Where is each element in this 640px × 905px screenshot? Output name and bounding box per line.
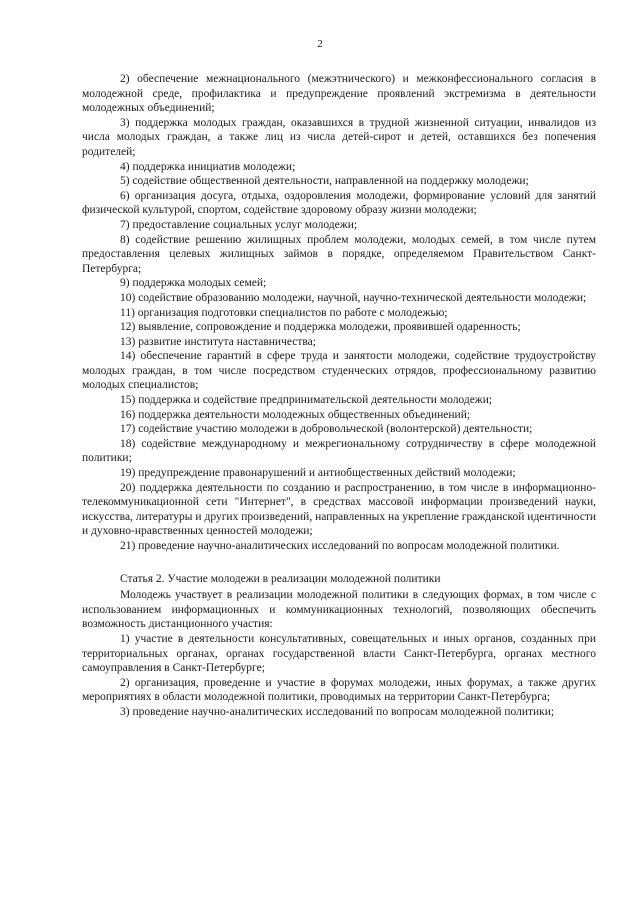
document-body — [82, 72, 596, 720]
list-item: 21) проведение научно-аналитических исследований по вопросам молодежной политики. — [120, 540, 560, 552]
page-number: 2 — [317, 38, 323, 50]
list-item: 4) поддержка инициатив молодежи; — [120, 160, 296, 173]
list-item: 11) организация подготовки специалистов по работе с молодежью; — [120, 306, 448, 319]
list-item: 2) организация, проведение и участие в форумах молодежи, иных форумах, а также других мероприятиях в области молодежной политики, проводимых на территории Санкт-Петербурга; — [82, 676, 596, 704]
list-item: 16) поддержка деятельности молодежных общественных объединений; — [120, 408, 471, 421]
list-item: 20) поддержка деятельности по созданию и распространению, в том числе в информационно-телекоммуникационной сети "Интернет", в средствах массовой информации произведений науки, искусства, литературы и других произведений, направленных на укрепление гражданской идентичности и духовно-нравственных ценностей молодежи; — [82, 481, 596, 538]
list-item: 1) участие в деятельности консультативных, совещательных и иных органов, созданных при территориальных органах, органах государственной власти Санкт-Петербурга, органах местного самоуправления в Санкт-Петербурге; — [82, 632, 596, 675]
list-item: 17) содействие участию молодежи в добровольческой (волонтерской) деятельности; — [120, 423, 533, 436]
list-item: 13) развитие института наставничества; — [120, 335, 316, 348]
list-item: 12) выявление, сопровождение и поддержка молодежи, проявившей одаренность; — [120, 321, 521, 334]
list-item: 3) проведение научно-аналитических исследований по вопросам молодежной политики; — [120, 705, 555, 718]
list-item: 5) содействие общественной деятельности, направленной на поддержку молодежи; — [120, 175, 529, 188]
list-item: 15) поддержка и содействие предпринимательской деятельности молодежи; — [120, 394, 493, 407]
list-item: 14) обеспечение гарантий в сфере труда и занятости молодежи, содействие трудоустройству молодых граждан, в том числе посредством студенческих отрядов, профессиональному развитию молодых специалистов; — [82, 350, 596, 392]
list-item: 3) поддержка молодых граждан, оказавшихся в трудной жизненной ситуации, инвалидов из числа молодых граждан, а также лиц из числа детей-сирот и детей, оставшихся без попечения родителей; — [82, 116, 596, 158]
article-intro: Молодежь участвует в реализации молодежной политики в следующих формах, в том числе с использованием информационных и коммуникационных технологий, позволяющих обеспечить возможность дистанционного участия: — [82, 589, 596, 631]
list-item: 9) поддержка молодых семей; — [120, 277, 267, 290]
list-item: 18) содействие международному и межрегиональному сотрудничеству в сфере молодежной политики; — [82, 437, 596, 465]
list-item: 10) содействие образованию молодежи, научной, научно-технической деятельности молодежи; — [120, 291, 587, 304]
list-item: 7) предоставление социальных услуг молодежи; — [120, 218, 358, 231]
list-item: 2) обеспечение межнационального (межэтнического) и межконфессионального согласия в молодежной среде, профилактика и предупреждение проявлений экстремизма в деятельности молодежных объединений; — [82, 73, 596, 115]
list-item: 19) предупреждение правонарушений и антиобщественных действий молодежи; — [120, 467, 516, 480]
article-heading: Статья 2. Участие молодежи в реализации молодежной политики — [120, 572, 441, 585]
list-item: 8) содействие решению жилищных проблем молодежи, молодых семей, в том числе путем предоставления целевых жилищных займов в порядке, определяемом Правительством Санкт-Петербурга; — [82, 233, 596, 275]
list-item: 6) организация досуга, отдыха, оздоровления молодежи, формирование условий для занятий физической культурой, спортом, содействие здоровому образу жизни молодежи; — [82, 189, 596, 217]
